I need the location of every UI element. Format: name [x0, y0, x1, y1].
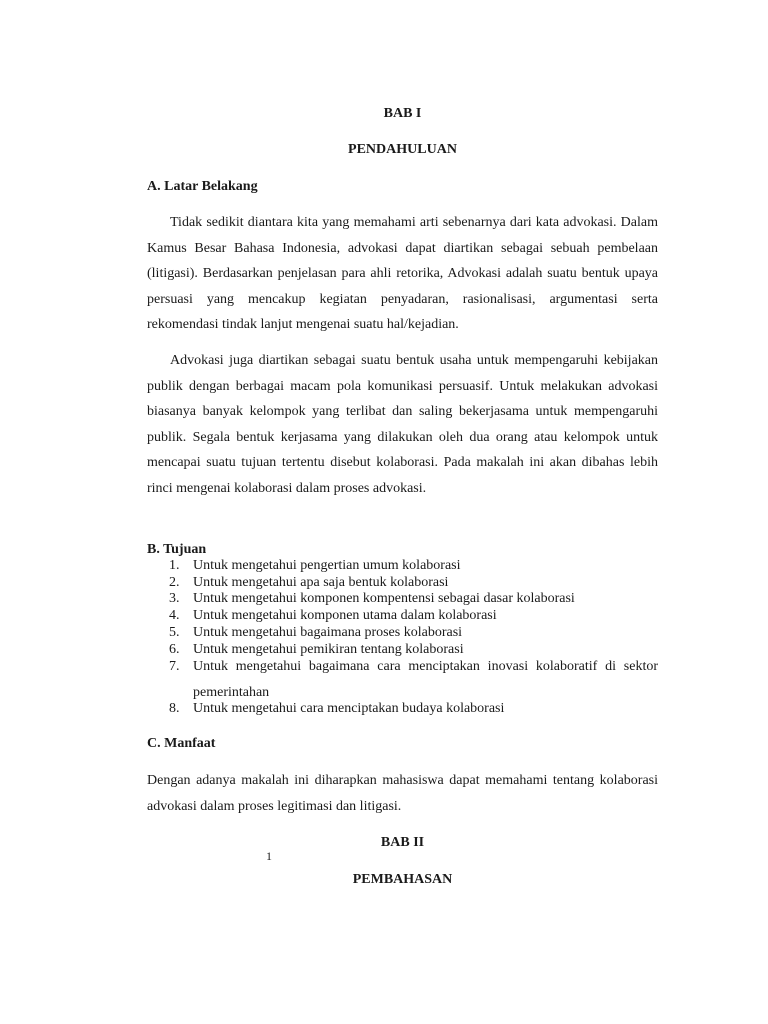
list-item — [147, 625, 658, 642]
section-c-heading: C. Manfaat — [147, 736, 216, 751]
page-number: 1 — [266, 849, 272, 863]
chapter-title: BAB I — [383, 106, 422, 121]
list-item — [147, 608, 658, 625]
list-text: Untuk mengetahui bagaimana cara menciptakan inovasi kolaboratif di sektor pemerintahan — [193, 659, 658, 700]
list-text: Untuk mengetahui pengertian umum kolaborasi — [193, 558, 461, 573]
list-number: 7. — [169, 659, 180, 675]
list-text: Untuk mengetahui bagaimana proses kolaborasi — [193, 624, 463, 640]
list-text: Untuk mengetahui komponen kompentensi sebagai dasar kolaborasi — [193, 591, 575, 607]
list-text: Untuk mengetahui pemikiran tentang kolaborasi — [193, 641, 464, 657]
list-item — [147, 558, 658, 575]
list-number: 2. — [169, 574, 180, 590]
section-a-heading: A. Latar Belakang — [147, 179, 258, 194]
section-b-heading: B. Tujuan — [147, 542, 207, 557]
chapter-2-subtitle: PEMBAHASAN — [352, 872, 453, 887]
list-item — [147, 701, 658, 718]
list-text: Untuk mengetahui cara menciptakan budaya kolaborasi — [193, 701, 505, 717]
list-number: 5. — [169, 624, 180, 640]
objectives-list — [147, 558, 658, 718]
list-number: 1. — [169, 558, 180, 573]
chapter-subtitle: PENDAHULUAN — [348, 142, 457, 157]
list-item — [147, 654, 658, 705]
list-item — [147, 591, 658, 608]
section-c-paragraph: Dengan adanya makalah ini diharapkan mahasiswa dapat memahami tentang kolaborasi advokasi dalam proses legitimasi dan litigasi. — [147, 773, 658, 814]
section-a-paragraph-1: Tidak sedikit diantara kita yang memahami arti sebenarnya dari kata advokasi. Dalam Kamus Besar Bahasa Indonesia, advokasi dapat diartikan sebagai sebuah pembelaan (litigasi). Berdasarkan penjelasan para ahli retorika, Advokasi adalah suatu bentuk upaya persuasi yang mencakup kegiatan penyadaran, rasionalisasi, argumentasi serta rekomendasi tindak lanjut mengenai suatu hal/kejadian. — [147, 215, 658, 332]
section-a-paragraph-2: Advokasi juga diartikan sebagai suatu bentuk usaha untuk mempengaruhi kebijakan publik dengan berbagai macam pola komunikasi persuasif. Untuk melakukan advokasi biasanya banyak kelompok yang terlibat dan saling bekerjasama untuk mempengaruhi publik. Segala bentuk kerjasama yang dilakukan oleh dua orang atau kelompok untuk mencapai suatu tujuan tertentu disebut kolaborasi. Pada makalah ini akan dibahas lebih rinci mengenai kolaborasi dalam proses advokasi. — [147, 353, 658, 496]
list-number: 6. — [169, 641, 180, 657]
list-text: Untuk mengetahui apa saja bentuk kolaborasi — [193, 574, 449, 590]
chapter-2-title: BAB II — [380, 835, 425, 850]
list-number: 8. — [169, 701, 180, 717]
list-number: 3. — [169, 591, 180, 607]
list-number: 4. — [169, 608, 180, 624]
list-item — [147, 575, 658, 592]
list-text: Untuk mengetahui komponen utama dalam kolaborasi — [193, 608, 497, 624]
